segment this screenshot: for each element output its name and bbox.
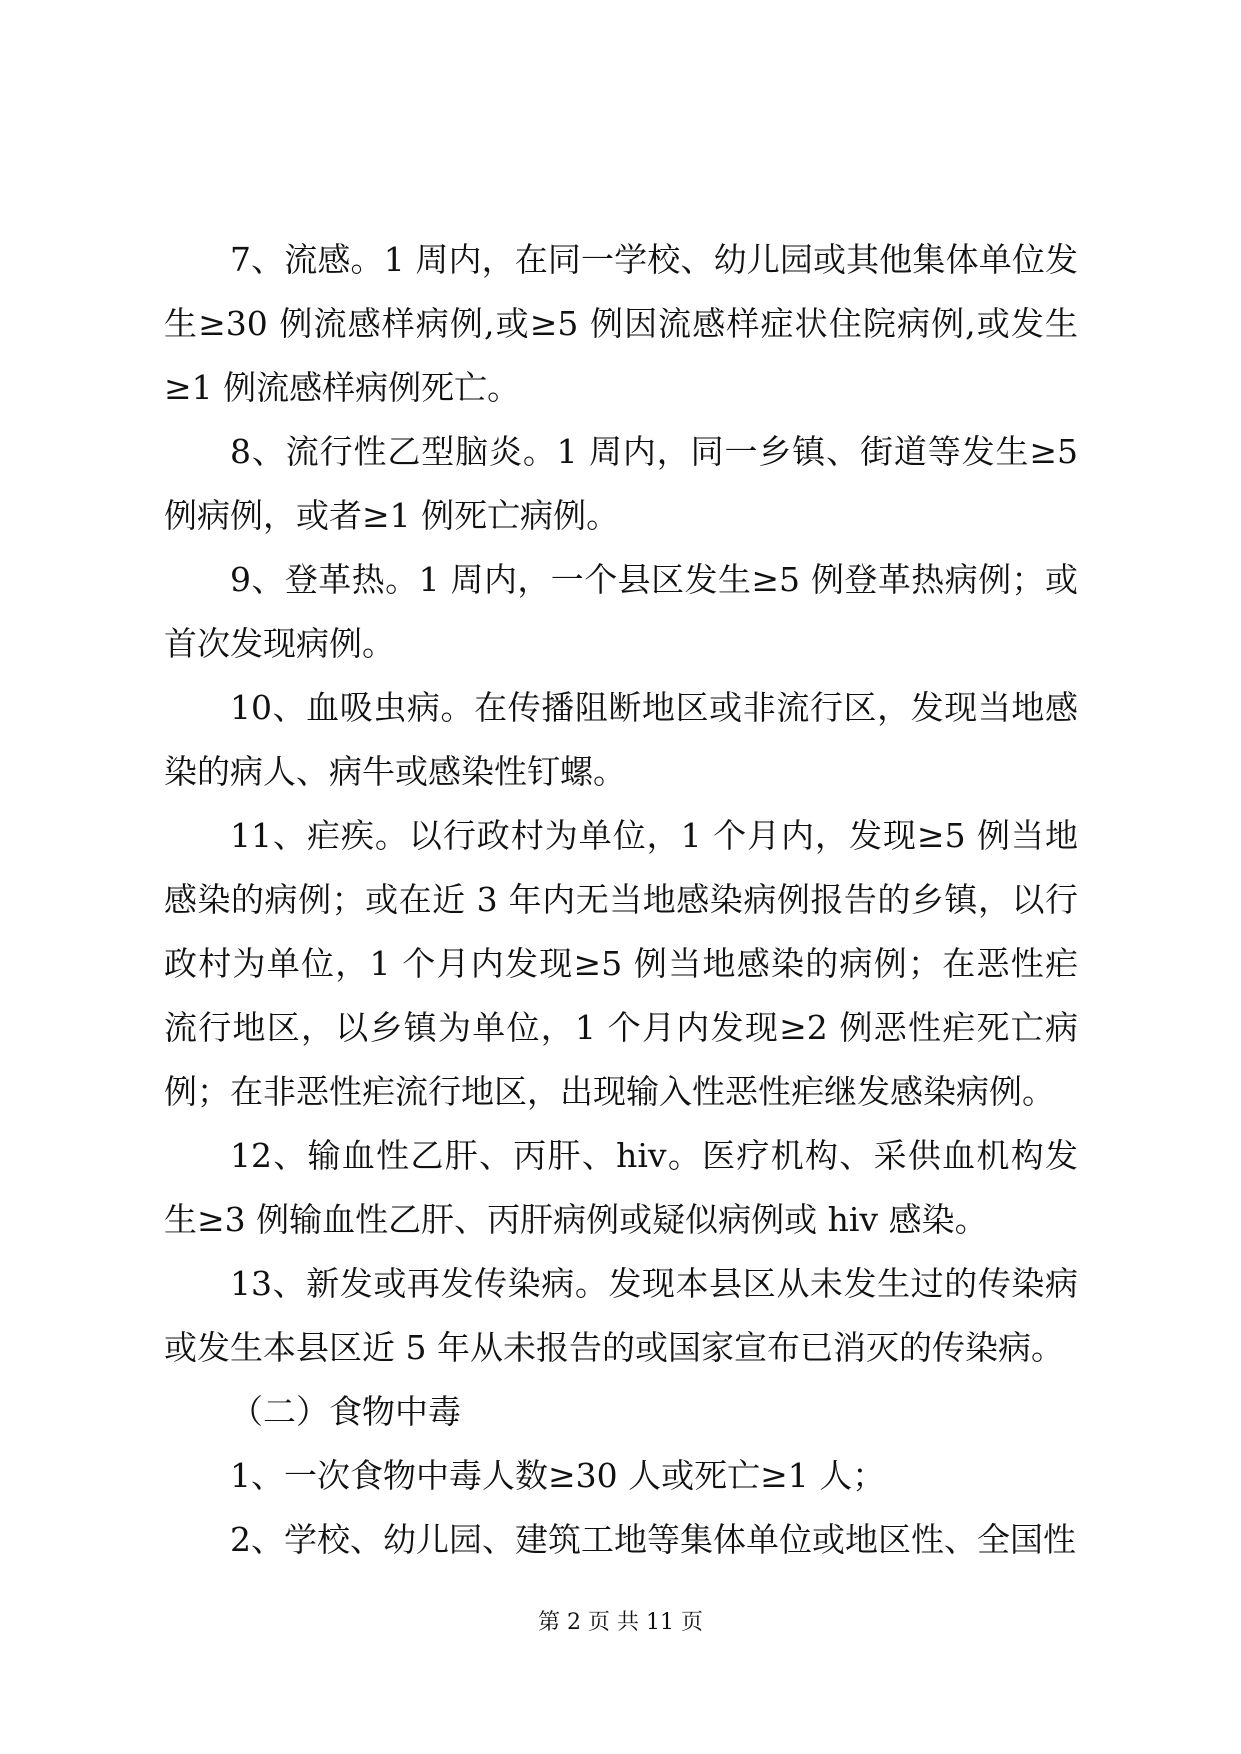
page-number-footer: 第 2 页 共 11 页 bbox=[538, 1610, 703, 1635]
paragraph-influenza: 7、流感。1 周内，在同一学校、幼儿园或其他集体单位发生≥30 例流感样病例,或≥5 例因流感样症状住院病例,或发生≥1 例流感样病例死亡。 bbox=[164, 240, 1078, 407]
paragraph-dengue: 9、登革热。1 周内，一个县区发生≥5 例登革热病例；或首次发现病例。 bbox=[164, 560, 1078, 663]
section-heading-food-poisoning: （二）食物中毒 bbox=[230, 1392, 461, 1431]
paragraph-food-poisoning-2: 2、学校、幼儿园、建筑工地等集体单位或地区性、全国性 bbox=[230, 1520, 1076, 1559]
paragraph-encephalitis: 8、流行性乙型脑炎。1 周内，同一乡镇、街道等发生≥5 例病例，或者≥1 例死亡病例。 bbox=[164, 432, 1078, 535]
paragraph-food-poisoning-1: 1、一次食物中毒人数≥30 人或死亡≥1 人； bbox=[230, 1456, 886, 1495]
paragraph-malaria: 11、疟疾。以行政村为单位，1 个月内，发现≥5 例当地感染的病例；或在近 3 年内无当地感染病例报告的乡镇，以行政村为单位，1 个月内发现≥5 例当地感染的病例；在恶性疟流行地区，以乡镇为单位，1 个月内发现≥2 例恶性疟死亡病例；在非恶性疟流行地区，出现输入性恶性疟继发感染病例。 bbox=[164, 816, 1078, 1111]
paragraph-new-infectious-disease: 13、新发或再发传染病。发现本县区从未发生过的传染病或发生本县区近 5 年从未报告的或国家宣布已消灭的传染病。 bbox=[164, 1264, 1078, 1367]
document-body bbox=[164, 228, 1078, 1572]
paragraph-transfusion-hepatitis-hiv: 12、输血性乙肝、丙肝、hiv。医疗机构、采供血机构发生≥3 例输血性乙肝、丙肝病例或疑似病例或 hiv 感染。 bbox=[164, 1136, 1078, 1239]
paragraph-schistosomiasis: 10、血吸虫病。在传播阻断地区或非流行区，发现当地感染的病人、病牛或感染性钉螺。 bbox=[164, 688, 1078, 791]
